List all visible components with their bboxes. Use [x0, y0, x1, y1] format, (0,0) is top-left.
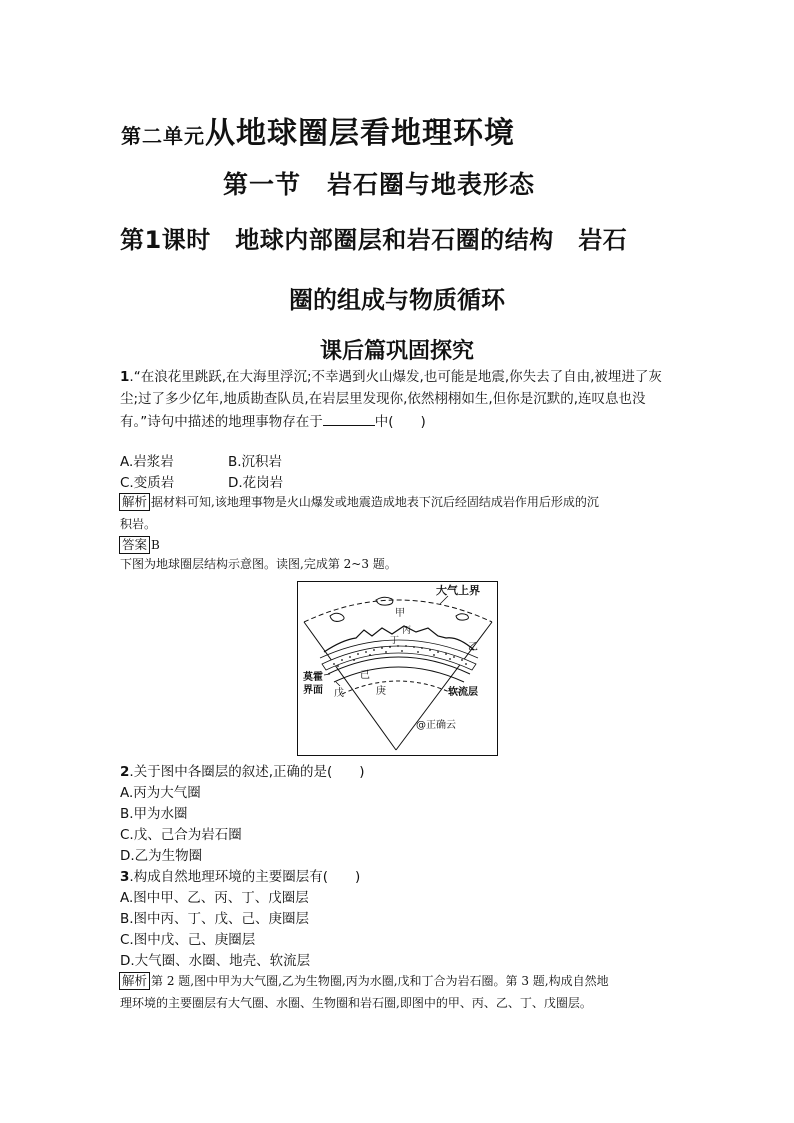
q1-analysis-text1: 据材料可知,该地理事物是火山爆发或地震造成地表下沉后经固结成岩作用后形成的沉 [151, 495, 599, 509]
q3-analysis-line1 [119, 970, 609, 992]
label-ding: 丁 [390, 636, 400, 646]
lesson-title-line1: 第1课时 地球内部圈层和岩石圈的结构 岩石 [120, 226, 628, 254]
label-jia: 甲 [395, 608, 405, 619]
q3-stem: .构成自然地理环境的主要圈层有( ) [129, 869, 361, 885]
q3-stem-line [120, 867, 360, 887]
q2-stem-line [120, 762, 365, 782]
q3-analysis-text2: 理环境的主要圈层有大气圈、水圈、生物圈和岩石圈,即图中的甲、丙、乙、丁、戊圈层。 [120, 996, 592, 1010]
q1-stem-line3: 有。”诗句中描述的地理事物存在于 [120, 414, 323, 430]
lithosphere-base-line [334, 667, 464, 682]
lesson-title-line2: 圈的组成与物质循环 [289, 286, 505, 314]
label-geng: 庚 [376, 686, 386, 697]
cloud-left [330, 613, 344, 621]
asthenosphere-boundary [342, 681, 454, 694]
q1-answer-blank [323, 411, 375, 426]
q1-analysis-label: 解析 [119, 493, 150, 511]
q3-analysis-label: 解析 [119, 972, 150, 990]
cloud-middle [376, 597, 393, 605]
q1-line1 [120, 367, 662, 387]
q1-line3 [120, 411, 426, 432]
figure-intro: 下图为地球圈层结构示意图。读图,完成第 2~3 题。 [120, 557, 397, 571]
q1-answer-value: B [151, 538, 160, 552]
q3-number: 3 [120, 869, 130, 885]
q1-number: 1 [120, 369, 130, 385]
q1-stem-line2: 尘;过了多少亿年,地质勘查队员,在岩层里发现你,依然栩栩如生,但你是沉默的,连叹息也没 [120, 391, 646, 407]
q2-option-a: A.丙为大气圈 [120, 785, 201, 801]
q2-number: 2 [120, 764, 130, 780]
label-yi: 乙 [468, 642, 478, 653]
q2-option-b: B.甲为水圈 [120, 806, 188, 822]
unit-title [121, 108, 515, 152]
unit-title-text: 从地球圈层看地理环境 [205, 116, 515, 151]
section-title: 第一节 岩石圈与地表形态 [223, 170, 536, 199]
q1-option-b: B.沉积岩 [228, 454, 283, 470]
q2-stem: .关于图中各圈层的叙述,正确的是( ) [129, 764, 365, 780]
q3-analysis-text1: 第 2 题,图中甲为大气圈,乙为生物圈,丙为水圈,戊和丁合为岩石圈。第 3 题,构成自然地 [151, 974, 609, 988]
cloud-right [456, 614, 468, 620]
label-interface: 界面 [303, 685, 323, 696]
q1-option-d: D.花岗岩 [228, 475, 284, 491]
earth-layers-figure [297, 581, 498, 756]
atmosphere-label-leader [440, 596, 448, 604]
unit-prefix: 第二单元 [121, 124, 205, 148]
q1-answer-label: 答案 [119, 536, 150, 554]
q1-option-a: A.岩浆岩 [120, 454, 174, 470]
label-ji: 己 [360, 670, 370, 681]
wu-label-leader [336, 682, 340, 686]
label-asthenosphere: 软流层 [448, 687, 478, 698]
q1-option-c: C.变质岩 [120, 475, 175, 491]
q2-option-d: D.乙为生物圈 [120, 848, 203, 864]
q3-option-b: B.图中丙、丁、戊、己、庚圈层 [120, 911, 310, 927]
q2-option-c: C.戊、己合为岩石圈 [120, 827, 242, 843]
q3-option-c: C.图中戊、己、庚圈层 [120, 932, 256, 948]
q3-option-a: A.图中甲、乙、丙、丁、戊圈层 [120, 890, 309, 906]
label-moho: 莫霍 [303, 672, 323, 683]
moho-label-leader [324, 674, 330, 675]
exercise-heading: 课后篇巩固探究 [319, 339, 474, 364]
watermark: @正确云 [416, 720, 456, 731]
q1-stem-line1: .“在浪花里跳跃,在大海里浮沉;不幸遇到火山爆发,也可能是地震,你失去了自由,被埋进了灰 [129, 369, 662, 385]
q3-option-d: D.大气圈、水圈、地壳、软流层 [120, 953, 311, 969]
q1-analysis-text2: 积岩。 [120, 517, 157, 531]
label-atmosphere-top: 大气上界 [436, 584, 480, 597]
label-bing: 丙 [402, 626, 412, 636]
label-wu: 戊 [334, 688, 344, 699]
q1-stem-line3-end: 中( ) [374, 414, 426, 430]
q1-analysis-line1 [119, 491, 599, 513]
